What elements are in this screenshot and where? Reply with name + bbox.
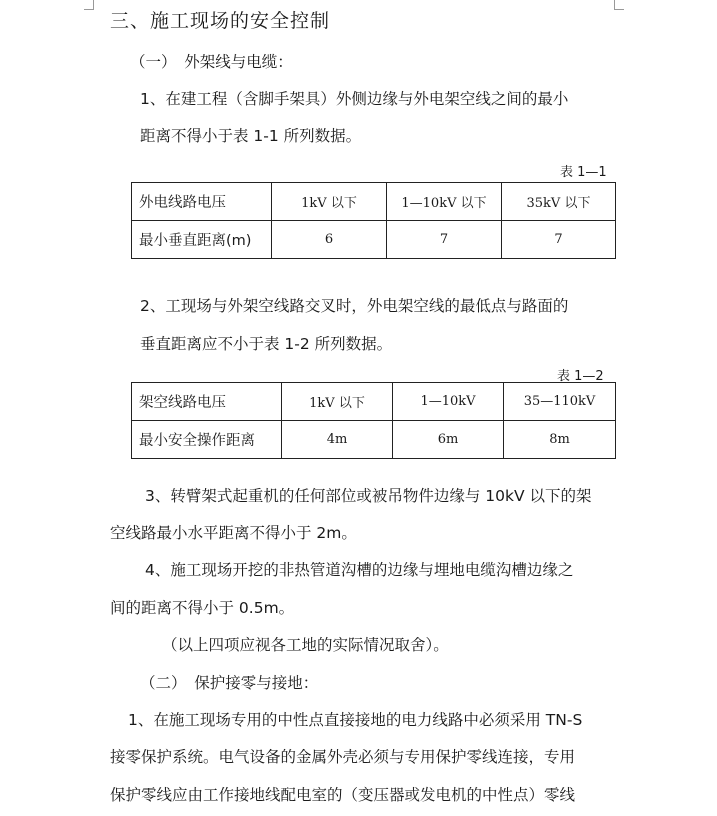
para-2-line-2: 垂直距离应不小于表 1-2 所列数据。 [140,335,393,353]
table-2-cell: 8m [504,421,616,459]
para-5-line-2: 接零保护系统。电气设备的金属外壳必须与专用保护零线连接，专用 [110,748,576,766]
page-corner-mark-left [84,0,94,10]
para-2-line-1: 2、工现场与外架空线路交叉时，外电架空线的最低点与路面的 [140,297,569,315]
note-text: （以上四项应视各工地的实际情况取舍）。 [162,636,449,654]
table-2-cell: 架空线路电压 [132,383,282,421]
para-5-line-3: 保护零线应由工作接地线配电室的（变压器或发电机的中性点）零线 [110,786,576,804]
table-2-cell: 4m [282,421,393,459]
table-1-cell: 1—10kV 以下 [387,183,502,221]
table-1-cell: 7 [502,221,616,259]
table-2-caption: 表 1—2 [557,369,604,384]
para-5-line-1: 1、在施工现场专用的中性点直接接地的电力线路中必须采用 TN-S [128,711,583,729]
table-1-caption: 表 1—1 [560,165,607,180]
table-2-cell: 6m [393,421,504,459]
table-1-cell: 35kV 以下 [502,183,616,221]
table-1-cell: 外电线路电压 [132,183,272,221]
para-3-line-2: 空线路最小水平距离不得小于 2m。 [110,524,357,542]
table-2-row [132,421,616,459]
table-2-row [132,383,616,421]
para-3-line-1: 3、转臂架式起重机的任何部位或被吊物件边缘与 10kV 以下的架 [145,487,592,505]
para-1-line-1: 1、在建工程（含脚手架具）外侧边缘与外电架空线之间的最小 [140,90,569,108]
table-1 [131,182,616,259]
table-2 [131,382,616,459]
subsection-heading-1: （一） 外架线与电缆： [130,53,293,71]
table-1-row [132,221,616,259]
table-2-cell: 1kV 以下 [282,383,393,421]
table-1-cell: 最小垂直距离(m) [132,221,272,259]
table-2-cell: 35—110kV [504,383,616,421]
table-1-cell: 6 [272,221,387,259]
subsection-heading-2: （二） 保护接零与接地： [140,674,319,692]
table-1-cell: 7 [387,221,502,259]
table-1-row [132,183,616,221]
section-heading: 三、施工现场的安全控制 [110,10,331,32]
table-2-cell: 最小安全操作距离 [132,421,282,459]
para-4-line-2: 间的距离不得小于 0.5m。 [110,599,295,617]
table-1-cell: 1kV 以下 [272,183,387,221]
para-4-line-1: 4、施工现场开挖的非热管道沟槽的边缘与埋地电缆沟槽边缘之 [145,561,574,579]
page-corner-mark-right [614,0,624,10]
table-2-cell: 1—10kV [393,383,504,421]
para-1-line-2: 距离不得小于表 1-1 所列数据。 [140,127,362,145]
